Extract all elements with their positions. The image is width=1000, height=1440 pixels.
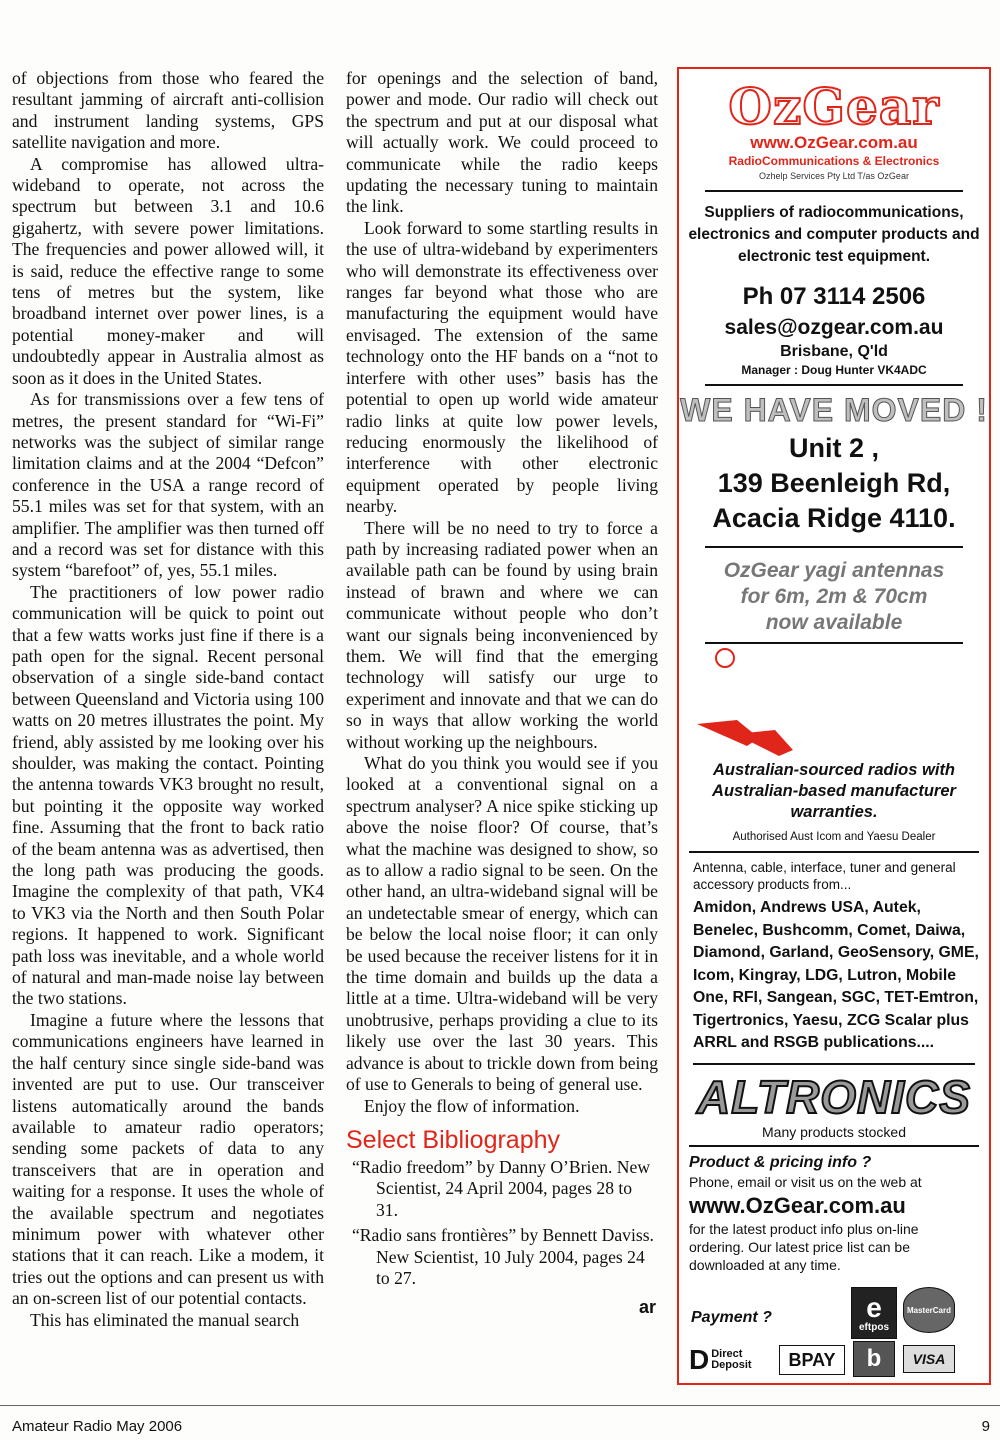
bibliography-item: “Radio sans frontières” by Bennett Daviss. New Scientist, 10 July 2004, pages 24 to 27. [352,1225,654,1288]
altronics-logo: ALTRONICS [697,1070,971,1123]
address-line: Unit 2 , [788,433,879,463]
paragraph: A compromise has allowed ultra-wideband to operate, not across the spectrum but between 3.1 and 10.6 gigahertz, with severe power limitations. The frequencies and power allowed will, it is said, reduce the effective range to some tens of metres but the system, like broadband internet over power lines, is a potential money-maker and will undoubtedly appear in Australia almost as soon as it does in the United States. [12,153,324,388]
bpay-icon: BPAY [779,1345,845,1375]
suppliers-text: Suppliers of radiocommunications, electronics and computer products and electronic test equipment. [688,204,980,265]
end-mark: ar [638,1297,656,1318]
ozgear-url-large[interactable]: www.OzGear.com.au [689,1192,906,1218]
bibliography-heading: Select Bibliography [346,1125,561,1154]
paragraph: of objections from those who feared the resultant jamming of aircraft anti-collision and instrument landing systems, GPS satellite navigation and more. [12,68,324,153]
address-line: 139 Beenleigh Rd, [717,468,951,498]
page-footer [0,1405,1000,1440]
email-address[interactable]: sales@ozgear.com.au [724,316,944,339]
divider [705,546,963,548]
dealer-text: Authorised Aust Icom and Yaesu Dealer [732,831,936,843]
product-info-heading: Product & pricing info ? [689,1153,872,1171]
paragraph: There will be no need to try to force a path by increasing radiated power when an available path can be found by using brain instead of brawn and where we can communicate without people who don’t want our signals being inconvenienced by them. We will find that the emerging technology will satisfy our urge to experiment and innovate and that we can do so in ways that allow working the world without working up the neighbours. [346,517,658,752]
city: Brisbane, Q'ld [780,343,888,360]
manager: Manager : Doug Hunter VK4ADC [741,363,927,377]
publication-issue: Amateur Radio May 2006 [12,1418,183,1435]
paragraph: Imagine a future where the lessons that communications engineers have learned in the half century since single side-band was invented are put to use. Our transceiver listens automatically around the bands available to amateur radio operators; sending some packets of data to any transceivers that are in operation and waiting for a response. It uses the whole of the available spectrum and negotiates minimum power with whatever other stations that it can reach. Like a modem, it tries out the options and can present us with an on-screen list of our potential contacts. [12,1009,324,1309]
paragraph: Enjoy the flow of information. [364,1095,580,1116]
paragraph: Look forward to some startling results in the use of ultra-wideband by experimenters who will demonstrate its effectiveness over ranges far beyond what those who are manufacturing the equipment would have envisaged. The extension of the same technology onto the HF bands on a “not to interfere with other uses” basis has the potential to open up world wide amateur radio links at quite low power levels, reducing enormously the likelihood of interference with other electronic equipment operated by people living nearby. [346,217,658,517]
direct-deposit-label: Direct Deposit [711,1348,752,1371]
bibliography-item: “Radio freedom” by Danny O’Brien. New Scientist, 24 April 2004, pages 28 to 31. [352,1156,651,1220]
paragraph: The practitioners of low power radio communication will be quick to point out that a few watts works just fine if there is a path open for the signal. Recent personal observation of a single side-band contact between Queensland and Victoria using 100 watts on 20 metres illustrates the point. My friend, ably assisted by me looking over his shoulder, was making the contact. Pointing the antenna towards VK3 brought no result, but pointing it the opposite way worked fine. Assuming that the front to back ratio of the beam antenna was as advertised, then the long path was producing the goods. Imagine the complexity of that path, VK4 to VK3 via the North and then South Polar regions. It happened to work. Significant path loss was inevitable, and a whole world of natural and man-made noise lay between the two stations. [12,581,324,1009]
visa-icon: VISA [903,1345,955,1373]
yagi-line: OzGear yagi antennas [723,559,945,582]
divider [705,642,963,644]
direct-deposit-icon: D Direct Deposit [689,1344,773,1376]
paragraph: This has eliminated the manual search [30,1309,300,1330]
accessory-intro: Antenna, cable, interface, tuner and general accessory products from... [693,860,956,892]
paragraph: As for transmissions over a few tens of metres, the present standard for “Wi-Fi” networks was the subject of similar range limitation claims and at the 2004 “Defcon” conference in the USA a range record of 55.1 miles was set for that system, with an amplifier. The amplifier was then turned off and a record was set for distance with this system “barefoot” of, yes, 55.1 miles. [12,389,324,581]
circle-icon [715,648,735,668]
article-column-1 [12,68,324,1331]
altronics-subtext: Many products stocked [762,1123,906,1140]
ozgear-advertisement [677,67,991,1385]
paragraph: for openings and the selection of band, power and mode. Our radio will check out the spectrum and put at our disposal what will actually work. We could proceed to communicate while the radio keeps updating the necessary tuning to maintain the link. [346,68,658,217]
paragraph: What do you think you would see if you looked at a conventional signal on a spectrum analyser? A nice spike sticking up above the noise floor? Of course, that’s what the machine was designed to show, so as to allow a radio signal to be seen. On the other hand, an ultra-wideband signal will be an undetectable smear of energy, which can be below the local noise floor; it can only be used because the receiver listens for it in the time domain and builds up the data a little at a time. Ultra-wideband will be very unobtrusive, perhaps providing a clue to its likely use over the last 30 years. This advance is about to trickle down from being of use to Generals to being of general use. [346,753,658,1095]
address-line: Acacia Ridge 4110. [712,503,956,533]
phone-number[interactable]: Ph 07 3114 2506 [742,283,926,310]
article-column-2 [346,68,658,1319]
bankcard-icon: b [853,1341,895,1377]
divider [693,1063,975,1065]
yagi-line: now available [765,611,903,634]
divider [689,1145,979,1147]
yaesu-logo-icon [697,720,797,756]
eftpos-label: eftpos [859,1321,889,1333]
yagi-line: for 6m, 2m & 70cm [740,585,928,608]
brands-list: Amidon, Andrews USA, Autek, Benelec, Bushcomm, Comet, Daiwa, Diamond, Garland, GeoSensory, GME, Icom, Kingray, LDG, Lutron, Mobile One, RFI, Sangean, SGC, TET-Emtron, Tigertronics, Yaesu, ZCG Scalar plus ARRL and RSGB publications.... [693,899,979,1051]
page-number: 9 [981,1418,990,1435]
latest-info-text: for the latest product info plus on-line ordering. Our latest price list can be downloaded at any time. [689,1220,919,1273]
divider [705,384,963,386]
tagline: RadioCommunications & Electronics [728,154,940,168]
we-have-moved-heading: WE HAVE MOVED ! [680,392,988,428]
ozgear-logo: OzGear [728,77,940,136]
ozgear-url[interactable]: www.OzGear.com.au [750,133,918,152]
australian-sourced-text: Australian-sourced radios with Australian-based manufacturer warranties. [712,761,956,821]
company-name: Ozhelp Services Pty Ltd T/as OzGear [759,171,909,181]
mastercard-icon: MasterCard [903,1287,955,1333]
payment-heading: Payment ? [691,1309,772,1326]
contact-line: Phone, email or visit us on the web at [689,1173,922,1190]
eftpos-icon: e eftpos [851,1287,897,1339]
